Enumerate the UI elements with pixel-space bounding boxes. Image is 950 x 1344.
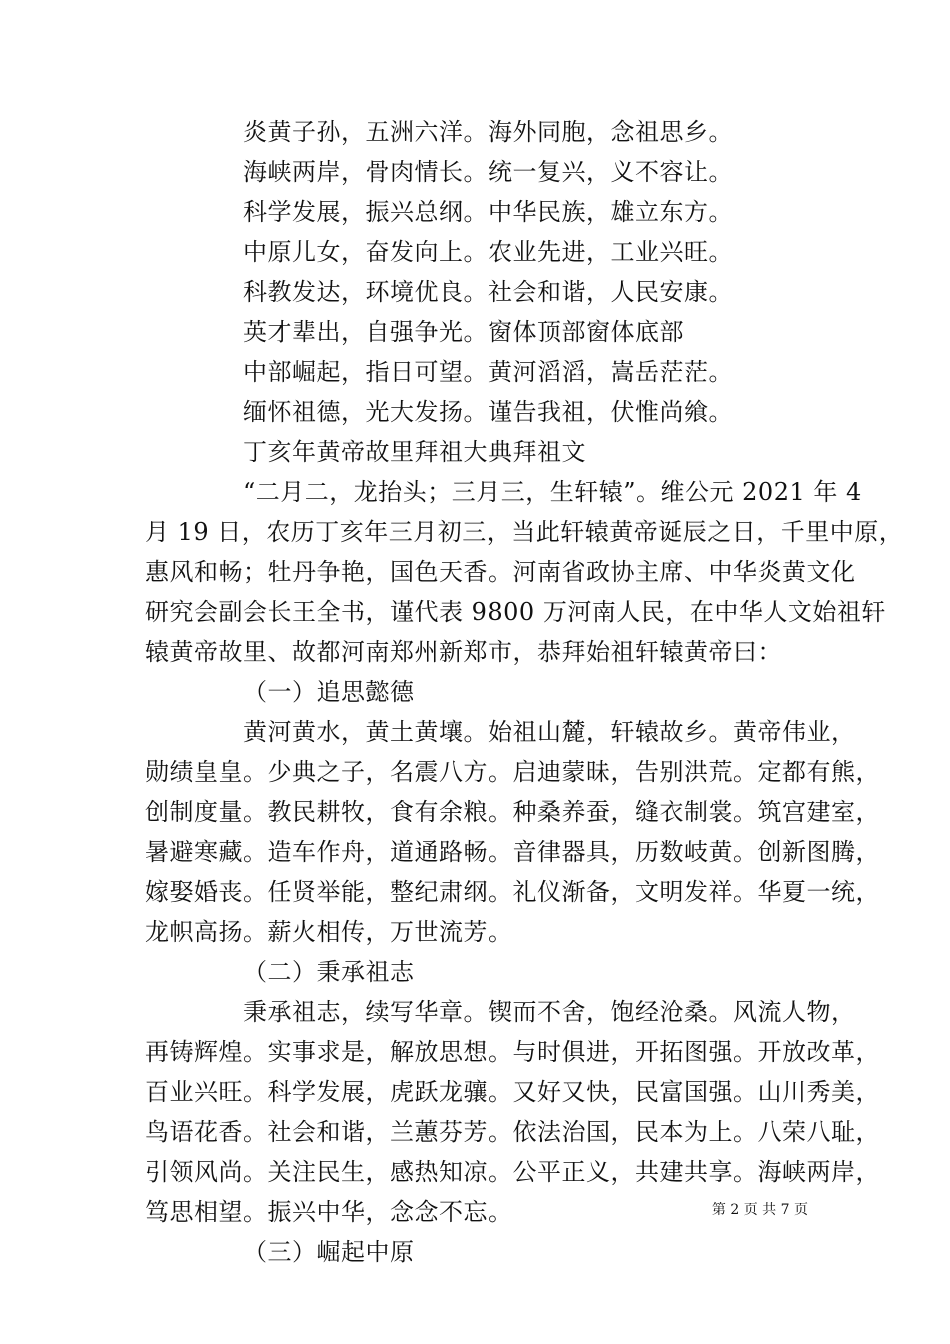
section-heading: （二）秉承祖志	[243, 958, 415, 986]
section-line: 暑避寒藏。造车作舟，道通路畅。音律器具，历数岐黄。创新图腾，	[145, 838, 880, 866]
section-line: 引领风尚。关注民生，感热知凉。公平正义，共建共享。海峡两岸，	[145, 1158, 880, 1186]
poem-line: 中原儿女，奋发向上。农业先进，工业兴旺。	[243, 238, 733, 266]
section-line: 笃思相望。振兴中华，念念不忘。	[145, 1198, 513, 1226]
poem-line: 科学发展，振兴总纲。中华民族，雄立东方。	[243, 198, 733, 226]
section-line: 秉承祖志，续写华章。锲而不舍，饱经沧桑。风流人物，	[243, 998, 856, 1026]
section-line: 黄河黄水，黄土黄壤。始祖山麓，轩辕故乡。黄帝伟业，	[243, 718, 856, 746]
intro-line: 研究会副会长王全书，谨代表 9800 万河南人民，在中华人文始祖轩	[145, 598, 886, 626]
section-line: 百业兴旺。科学发展，虎跃龙骧。又好又快，民富国强。山川秀美，	[145, 1078, 880, 1106]
intro-line: 月 19 日，农历丁亥年三月初三，当此轩辕黄帝诞辰之日，千里中原，	[145, 518, 904, 546]
section-line: 勋绩皇皇。少典之子，名震八方。启迪蒙昧，告别洪荒。定都有熊，	[145, 758, 880, 786]
section-heading: （三）崛起中原	[243, 1238, 415, 1266]
poem-line: 缅怀祖德，光大发扬。谨告我祖，伏惟尚飨。	[243, 398, 733, 426]
document-body	[145, 112, 904, 1272]
document-title: 丁亥年黄帝故里拜祖大典拜祖文	[243, 438, 586, 466]
section-heading: （一）追思懿德	[243, 678, 415, 706]
poem-line: 中部崛起，指日可望。黄河滔滔，嵩岳茫茫。	[243, 358, 733, 386]
poem-line: 英才辈出，自强争光。窗体顶部窗体底部	[243, 318, 684, 346]
poem-line: 科教发达，环境优良。社会和谐，人民安康。	[243, 278, 733, 306]
poem-line: 炎黄子孙，五洲六洋。海外同胞，念祖思乡。	[243, 118, 733, 146]
section-line: 鸟语花香。社会和谐，兰蕙芬芳。依法治国，民本为上。八荣八耻，	[145, 1118, 880, 1146]
intro-line: 惠风和畅；牡丹争艳，国色天香。河南省政协主席、中华炎黄文化	[145, 558, 856, 586]
section-line: 再铸辉煌。实事求是，解放思想。与时俱进，开拓图强。开放改革，	[145, 1038, 880, 1066]
page-number-footer: 第 2 页 共 7 页	[711, 1202, 808, 1218]
section-line: 嫁娶婚丧。任贤举能，整纪肃纲。礼仪渐备，文明发祥。华夏一统，	[145, 878, 880, 906]
section-line: 龙帜高扬。薪火相传，万世流芳。	[145, 918, 513, 946]
section-line: 创制度量。教民耕牧，食有余粮。种桑养蚕，缝衣制裳。筑宫建室，	[145, 798, 880, 826]
poem-line: 海峡两岸，骨肉情长。统一复兴，义不容让。	[243, 158, 733, 186]
intro-line: “二月二，龙抬头；三月三，生轩辕”。维公元 2021 年 4	[243, 478, 862, 506]
intro-line: 辕黄帝故里、故都河南郑州新郑市，恭拜始祖轩辕黄帝曰：	[145, 638, 782, 666]
